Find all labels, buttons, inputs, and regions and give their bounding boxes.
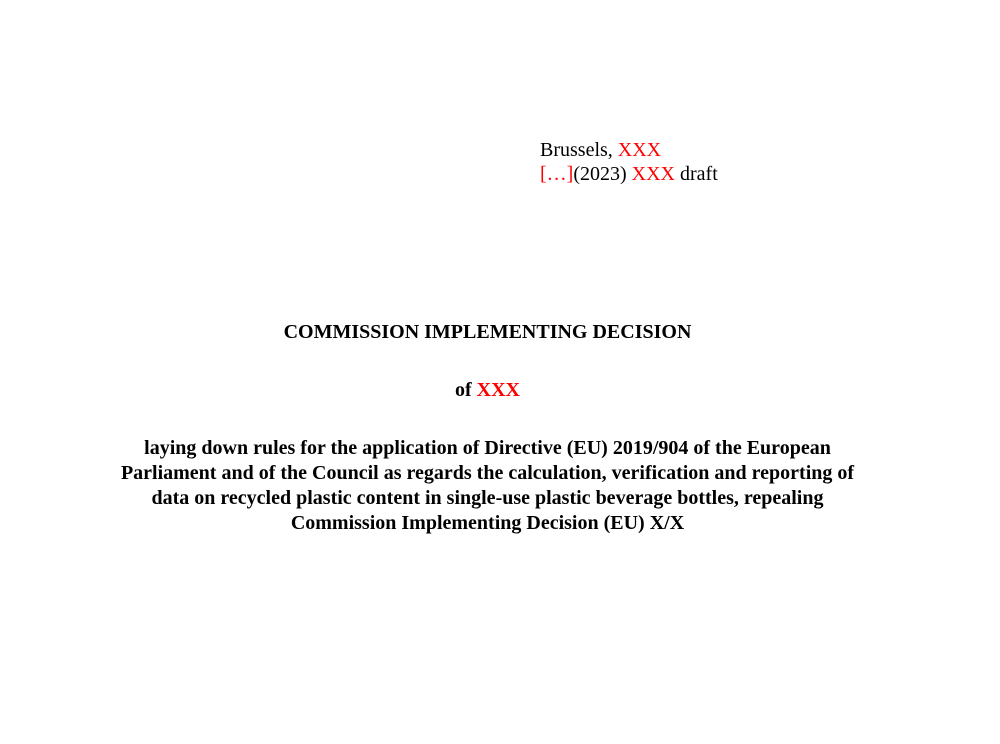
reference-line — [540, 162, 718, 186]
place-date-placeholder: XXX — [617, 139, 662, 161]
place-date-line — [540, 138, 718, 162]
subject-line-2: Parliament and of the Council as regards the calculation, verification and reporting of — [120, 462, 855, 484]
subject-line-1: laying down rules for the application of Directive (EU) 2019/904 of the European — [144, 437, 831, 459]
reference-year: (2023) — [573, 163, 627, 185]
place-label: Brussels, — [540, 139, 613, 161]
document-header — [540, 138, 718, 186]
subject-line-3: data on recycled plastic content in single-use plastic beverage bottles, repealing — [151, 487, 824, 509]
reference-suffix: draft — [680, 163, 718, 185]
document-date-placeholder: XXX — [476, 379, 520, 401]
reference-open-placeholder: […] — [540, 163, 574, 185]
reference-number-placeholder: XXX — [631, 163, 675, 185]
document-subject — [60, 436, 915, 536]
subject-line-4: Commission Implementing Decision (EU) X/X — [290, 512, 685, 534]
document-date-line — [0, 377, 975, 403]
document-type-title: COMMISSION IMPLEMENTING DECISION — [283, 321, 692, 343]
of-label: of — [454, 379, 472, 401]
